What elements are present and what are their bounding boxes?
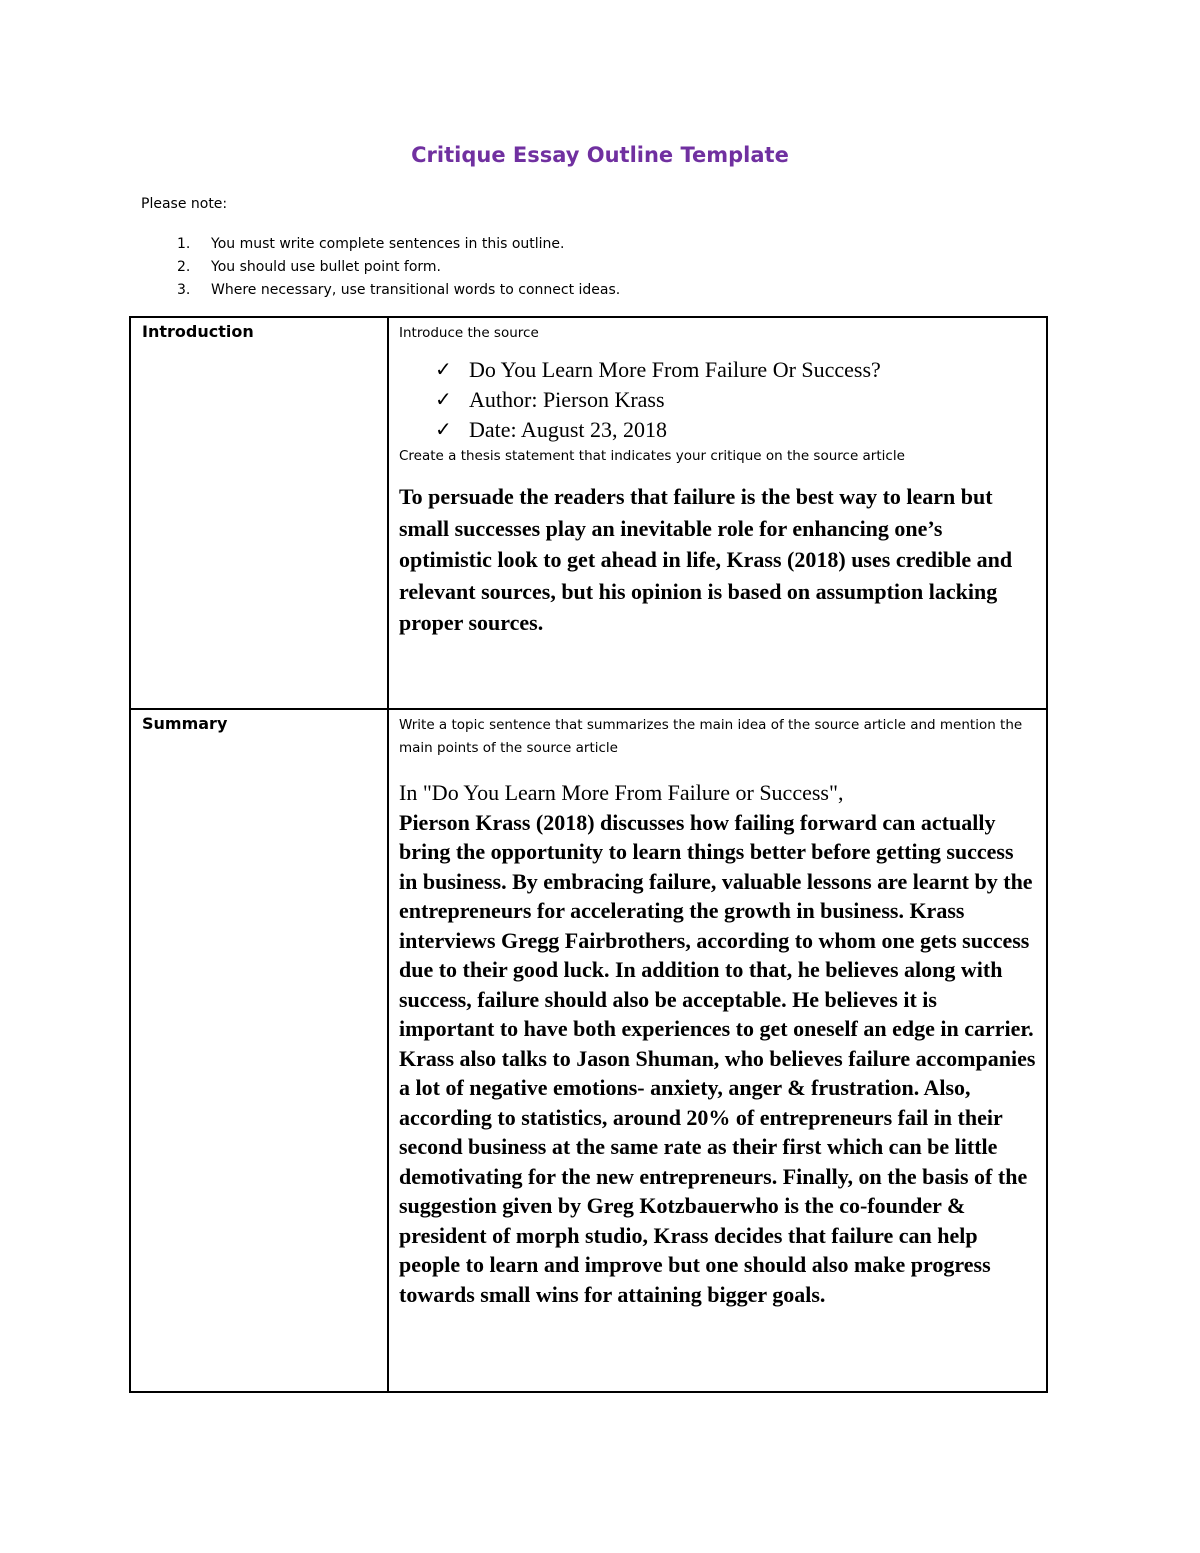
table-row-introduction bbox=[130, 317, 1047, 709]
introduce-source-instruction: Introduce the source bbox=[399, 325, 539, 341]
source-item-text: Do You Learn More From Failure Or Success? bbox=[469, 357, 881, 382]
note-text: Where necessary, use transitional words to connect ideas. bbox=[211, 282, 621, 298]
source-item bbox=[435, 415, 1036, 445]
introduction-label: Introduction bbox=[130, 317, 388, 709]
note-item bbox=[141, 256, 620, 279]
summary-body: Pierson Krass (2018) discusses how failing forward can actually bring the opportunity to learn things better before getting success in business. By embracing failure, valuable lessons are learnt by the entrepreneurs for accelerating the growth in business. Krass interviews Gregg Fairbrothers, according to whom one gets success due to their good luck. In addition to that, he believes along with success, failure should also be acceptable. He believes it is important to have both experiences to get oneself an edge in carrier. Krass also talks to Jason Shuman, who believes failure accompanies a lot of negative emotions- anxiety, anger & frustration. Also, according to statistics, around 20% of entrepreneurs fail in their second business at the same rate as their first which can be little demotivating for the new entrepreneurs. Finally, on the basis of the suggestion given by Greg Kotzbauerwho is the co-founder & president of morph studio, Krass decides that failure can help people to learn and improve but one should also make progress towards small wins for attaining bigger goals. bbox=[399, 809, 1036, 1307]
table-row-summary bbox=[130, 709, 1047, 1392]
note-item bbox=[141, 279, 620, 302]
source-item bbox=[435, 385, 1036, 415]
note-number: 3. bbox=[177, 282, 191, 298]
summary-lead: In "Do You Learn More From Failure or Success", bbox=[399, 780, 844, 805]
note-number: 2. bbox=[177, 259, 191, 275]
check-icon: ✓ bbox=[435, 419, 452, 441]
source-item-text: Author: Pierson Krass bbox=[469, 387, 665, 412]
document-title: Critique Essay Outline Template bbox=[411, 143, 789, 167]
source-item bbox=[435, 355, 1036, 385]
note-text: You should use bullet point form. bbox=[211, 259, 441, 275]
note-text: You must write complete sentences in this outline. bbox=[211, 236, 565, 252]
note-number: 1. bbox=[177, 236, 191, 252]
thesis-statement: To persuade the readers that failure is the best way to learn but small successes play an inevitable role for enhancing one’s optimistic look to get ahead in life, Krass (2018) uses credible and relevant sources, but his opinion is based on assumption lacking proper sources. bbox=[399, 484, 1013, 635]
notes-list bbox=[141, 233, 620, 302]
note-label: Please note: bbox=[141, 196, 228, 212]
source-item-text: Date: August 23, 2018 bbox=[469, 417, 667, 442]
source-list bbox=[399, 355, 1036, 445]
note-item bbox=[141, 233, 620, 256]
outline-table bbox=[129, 316, 1048, 1393]
summary-content bbox=[388, 709, 1047, 1392]
check-icon: ✓ bbox=[435, 389, 452, 411]
introduction-content bbox=[388, 317, 1047, 709]
summary-label: Summary bbox=[130, 709, 388, 1392]
summary-text bbox=[399, 778, 1036, 1309]
thesis-instruction: Create a thesis statement that indicates your critique on the source article bbox=[399, 448, 905, 464]
summary-instruction: Write a topic sentence that summarizes the main idea of the source article and mention the main points of the source article bbox=[399, 717, 1023, 756]
check-icon: ✓ bbox=[435, 359, 452, 381]
